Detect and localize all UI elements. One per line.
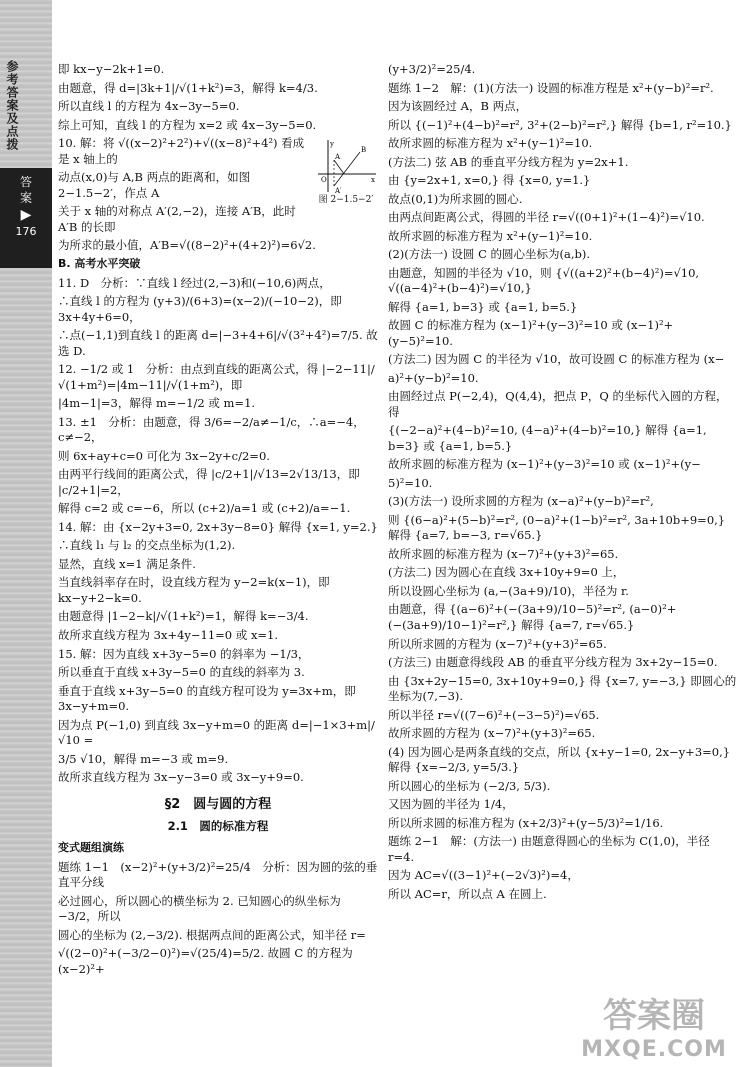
arrow-right-icon: ▶ — [20, 207, 32, 224]
text-line: 由圆经过点 P(−2,4)，Q(4,4)，把点 P，Q 的坐标代入圆的方程，得 — [388, 389, 728, 419]
text-line: 故所求圆的标准方程为 x²+(y−1)²=10. — [388, 136, 593, 151]
text-line: 所以设圆心坐标为 (a,−(3a+9)/10)，半径为 r. — [388, 583, 629, 598]
tab-label-1: 答 — [19, 175, 32, 189]
text-line: {(−2−a)²+(4−b)²=10, (4−a)²+(4−b)²=10,} 解得 {a=1, b=3} 或 {a=1, b=5.} — [388, 423, 707, 453]
text-line: 由 {y=2x+1, x=0,} 得 {x=0, y=1.} — [388, 173, 591, 188]
text-line: 垂直于直线 x+3y−5=0 的直线方程可设为 y=3x+m，即 3x−y+m=0. — [58, 683, 356, 714]
geometry-figure — [314, 138, 378, 204]
text-line: (3)(方法一) 设所求圆的方程为 (x−a)²+(y−b)²=r², — [388, 494, 654, 509]
text-line: a)²+(y−b)²=10. — [388, 370, 479, 385]
text-line: 所以所求圆的方程为 (x−7)²+(y+3)²=65. — [388, 636, 607, 651]
text-line: (2)(方法一) 设圆 C 的圆心坐标为(a,b). — [388, 247, 591, 262]
text-line: 故所求圆的标准方程为 (x−1)²+(y−3)²=10 或 (x−1)²+(y− — [388, 457, 701, 472]
label-x: x — [371, 176, 375, 185]
answer-tab — [0, 168, 52, 268]
label-a: A — [335, 153, 341, 162]
text-line: 动点(x,0)与 A,B 两点的距离和，如图 2−1.5−2′，作点 A — [58, 170, 251, 200]
text-line: 必过圆心，所以圆心的横坐标为 2. 已知圆心的纵坐标为 −3/2，所以 — [58, 893, 341, 924]
text-line: (y+3/2)²=25/4. — [388, 62, 476, 76]
text-line: 5)²=10. — [388, 475, 433, 490]
text-line: 所以 {(−1)²+(4−b)²=r², 3²+(2−b)²=r²,} 解得 {b=1, r²=10.} — [388, 117, 732, 132]
text-line: 综上可知，直线 l 的方程为 x=2 或 4x−3y−5=0. — [58, 117, 317, 132]
text-line: 所以直线 l 的方程为 4x−3y−5=0. — [58, 99, 240, 114]
text-line: ∴直线 l 的方程为 (y+3)/(6+3)=(x−2)/(−10−2)，即 3x+4y+6=0， — [58, 294, 342, 324]
text-line: 显然，直线 x=1 满足条件. — [58, 556, 196, 571]
label-y: y — [330, 140, 334, 149]
right-column — [388, 62, 738, 1062]
text-line: 11. D 分析：∵直线 l 经过(2,−3)和(−10,6)两点， — [58, 275, 331, 290]
text-line: 因为点 P(−1,0) 到直线 3x−y+m=0 的距离 d=|−1×3+m|/√10 = — [58, 717, 375, 748]
text-line: 由题意得 |1−2−k|/√(1+k²)=1，解得 k=−3/4. — [58, 609, 309, 624]
left-column — [58, 62, 378, 1062]
text-line: 当直线斜率存在时，设直线方程为 y−2=k(x−1)，即 kx−y+2−k=0. — [58, 575, 330, 605]
text-line: 故所求圆的方程为 (x−7)²+(y+3)²=65. — [388, 726, 596, 741]
text-line: 因为 AC=√((3−1)²+(−2√3)²)=4， — [388, 868, 579, 883]
text-line: 故所求圆的标准方程为 x²+(y−1)²=10. — [388, 228, 593, 243]
text-line: 因为该圆经过 A，B 两点， — [388, 99, 528, 114]
watermark-url: MXQE.COM — [581, 1037, 727, 1062]
section-title: §2 圆与圆的方程 — [164, 796, 272, 812]
text-line: 解得 c=2 或 c=−6，所以 (c+2)/a=1 或 (c+2)/a=−1. — [58, 501, 351, 516]
text-line: 所以垂直于直线 x+3y−5=0 的直线的斜率为 3. — [58, 665, 305, 680]
text-line: 故圆 C 的标准方程为 (x−1)²+(y−3)²=10 或 (x−1)²+(y−5)²=10. — [388, 318, 674, 348]
subheading: B. 高考水平突破 — [58, 256, 141, 270]
text-line: 12. −1/2 或 1 分析：由点到直线的距离公式，得 |−2−11|/√(1+m²)=|4m−11|/√(1+m²)，即 — [58, 362, 375, 392]
text-line: 题练 1−1 (x−2)²+(y+3/2)²=25/4 分析：因为圆的弦的垂直平分线 — [58, 859, 378, 890]
text-line: ∴直线 l₁ 与 l₂ 的交点坐标为(1,2). — [58, 538, 236, 553]
text-line: 圆心的坐标为 (2,−3/2). 根据两点间的距离公式，知半径 r= — [58, 927, 366, 942]
page-number: 176 — [15, 225, 37, 239]
coordinate-diagram — [314, 138, 378, 194]
text-line: 则 6x+ay+c=0 可化为 3x−2y+c/2=0. — [58, 448, 270, 463]
segment-a-p — [334, 160, 344, 174]
text-line: 题练 1−2 解：(1)(方法一) 设圆的标准方程是 x²+(y−b)²=r². — [388, 80, 714, 95]
text-line: 由两平行线间的距离公式，得 |c/2+1|/√13=2√13/13，即 |c/2+1|=2， — [58, 467, 360, 497]
text-line: (方法三) 由题意得线段 AB 的垂直平分线方程为 3x+2y−15=0. — [388, 655, 718, 670]
text-line: 由两点间距离公式，得圆的半径 r=√((0+1)²+(1−4)²)=√10. — [388, 210, 705, 225]
text-line: ∴点(−1,1)到直线 l 的距离 d=|−3+4+6|/√(3²+4²)=7/5. 故选 D. — [58, 328, 378, 358]
text-line: 故点(0,1)为所求圆的圆心. — [388, 191, 523, 206]
text-line: (方法二) 弦 AB 的垂直平分线方程为 y=2x+1. — [388, 154, 629, 169]
text-line: 由题意，得 {(a−6)²+(−(3a+9)/10−5)²=r², (a−0)²+(−(3a+9)/10−1)²=r²,} 解得 {a=7, r=√65.} — [388, 602, 677, 632]
label-b: B — [361, 146, 367, 155]
book-title-vertical: 参考答案及点拨 — [5, 60, 19, 151]
text-line: 14. 解：由 {x−2y+3=0, 2x+3y−8=0} 解得 {x=1, y=2.} — [58, 519, 378, 534]
text-line: 所以 AC=r，所以点 A 在圆上. — [388, 886, 547, 901]
figure-caption: 图 2−1.5−2′ — [318, 195, 374, 206]
text-line: 关于 x 轴的对称点 A′(2,−2)，连接 A′B，此时 A′B 的长即 — [58, 204, 296, 234]
text-line: 故所求直线方程为 3x−y−3=0 或 3x−y+9=0. — [58, 770, 304, 785]
text-line: (4) 因为圆心是两条直线的交点，所以 {x+y−1=0, 2x−y+3=0,} 解得 {x=−2/3, y=5/3.} — [388, 744, 731, 775]
site-watermark — [564, 997, 744, 1063]
text-line: 解得 {a=1, b=3} 或 {a=1, b=5.} — [388, 299, 578, 314]
text-line: (方法二) 因为圆心在直线 3x+10y+9=0 上， — [388, 565, 625, 580]
text-line: √((2−0)²+(−3/2−0)²)=√(25/4)=5/2. 故圆 C 的方程为 (x−2)²+ — [58, 946, 353, 976]
text-line: 故所求直线方程为 3x+4y−11=0 或 x=1. — [58, 627, 279, 642]
text-line: 为所求的最小值，A′B=√((8−2)²+(4+2)²)=6√2. — [58, 238, 316, 253]
text-line: 13. ±1 分析：由题意，得 3/6=−2/a≠−1/c，∴a=−4，c≠−2， — [58, 414, 365, 445]
text-line: 15. 解：因为直线 x+3y−5=0 的斜率为 −1/3， — [58, 646, 310, 661]
left-margin-strip — [0, 0, 52, 1067]
text-line: 由 {3x+2y−15=0, 3x+10y+9=0,} 得 {x=7, y=−3,} 即圆心的坐标为(7,−3). — [388, 673, 737, 704]
text-line: |4m−1|=3，解得 m=−1/2 或 m=1. — [58, 396, 256, 411]
label-a-prime: A′ — [335, 187, 342, 195]
text-line: 所以圆心的坐标为 (−2/3, 5/3). — [388, 778, 551, 793]
text-line: 由题意，得 d=|3k+1|/√(1+k²)=3，解得 k=4/3. — [58, 80, 318, 95]
text-line: 题练 2−1 解：(方法一) 由题意得圆心的坐标为 C(1,0)，半径 r=4. — [388, 834, 710, 864]
tab-label-2: 案 — [19, 191, 32, 206]
watermark-logo-text: 答案圈 — [603, 996, 705, 1036]
text-line: 3/5 √10，解得 m=−3 或 m=9. — [58, 751, 229, 766]
text-line: 即 kx−y−2k+1=0. — [58, 62, 165, 76]
subsection-title: 2.1 圆的标准方程 — [167, 819, 269, 834]
text-line: 所以所求圆的标准方程为 (x+2/3)²+(y−5/3)²=1/16. — [388, 815, 664, 830]
text-line: 10. 解：将 √((x−2)²+2²)+√((x−8)²+4²) 看成是 x 轴上的 — [58, 136, 305, 166]
exercise-group-title: 变式题组演练 — [58, 840, 124, 854]
text-line: 所以半径 r=√((7−6)²+(−3−5)²)=√65. — [388, 707, 600, 722]
text-line: 则 {(6−a)²+(5−b)²=r², (0−a)²+(1−b)²=r², 3a+10b+9=0,} 解得 {a=7, b=−3, r=√65.} — [388, 512, 726, 543]
label-o: O — [321, 176, 327, 185]
text-line: 又因为圆的半径为 1/4， — [388, 797, 514, 812]
text-line: 由题意，知圆的半径为 √10，则 {√((a+2)²+(b−4)²)=√10, √((a−4)²+(b−4)²)=√10,} — [388, 265, 700, 296]
text-line: 故所求圆的标准方程为 (x−7)²+(y+3)²=65. — [388, 546, 619, 561]
text-line: (方法二) 因为圆 C 的半径为 √10，故可设圆 C 的标准方程为 (x− — [388, 352, 725, 367]
